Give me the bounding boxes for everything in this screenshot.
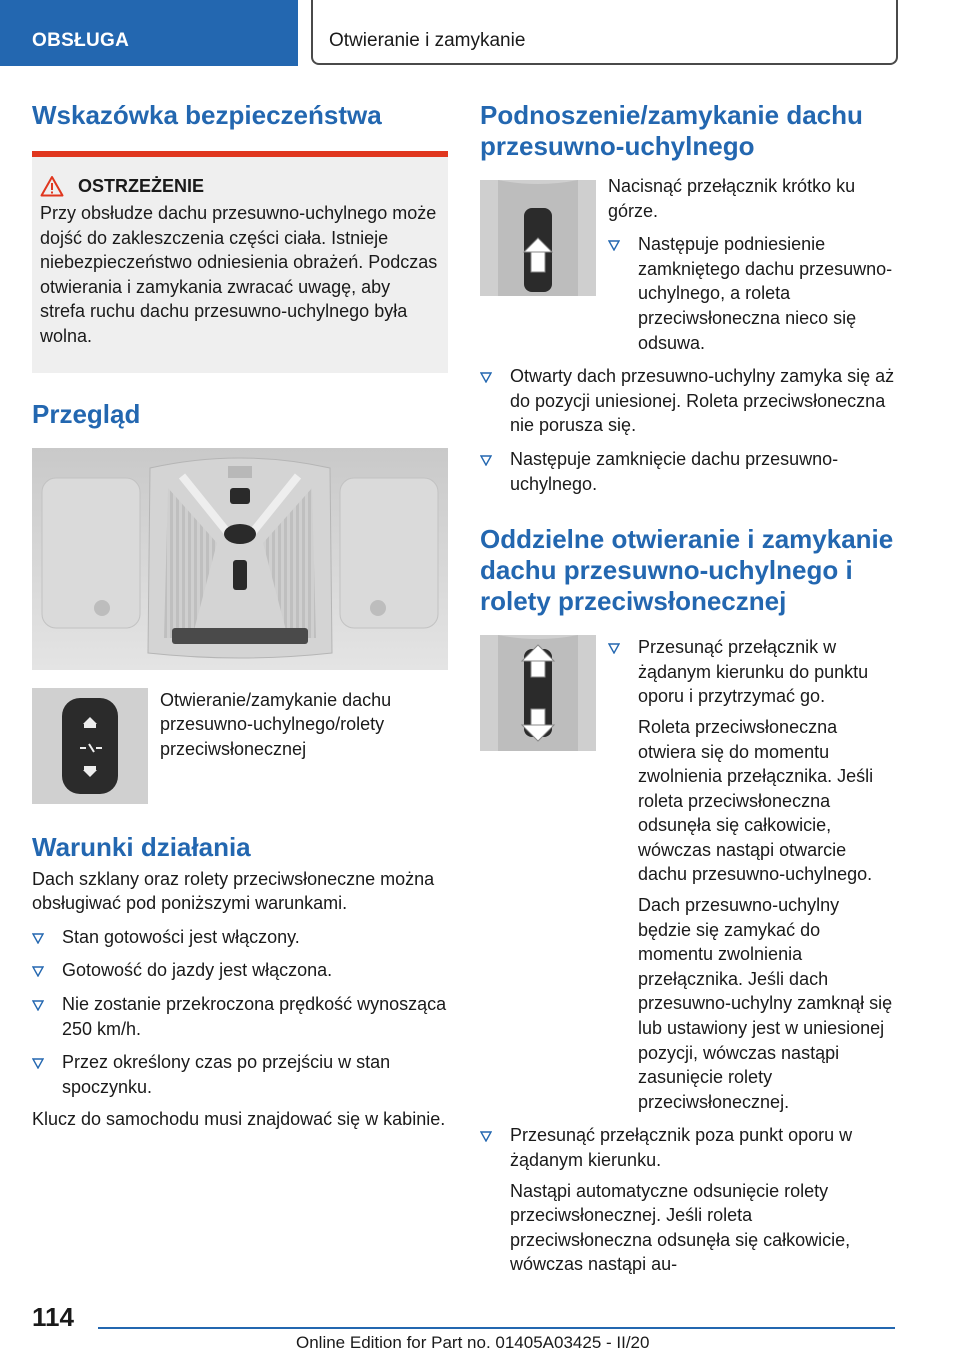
list-item: Przesunąć przełącznik poza punkt oporu w żądanym kierunku. [480, 1123, 895, 1172]
separate-para-3: Nastąpi automatyczne odsunięcie rolety przeciwsłonecznej. Jeśli roleta przeciwsłoneczna odsunęła się całkowicie, wówczas nastąpi au- [510, 1180, 851, 1275]
list-item: Następuje zamknięcie dachu przesuwno-uchylnego. [480, 447, 895, 496]
switch-up-illustration [480, 180, 596, 296]
list-item: Przez określony czas po przejściu w stan spoczynku. [32, 1050, 448, 1099]
safety-heading: Wskazówka bezpieczeństwa [32, 100, 382, 130]
conditions-intro: Dach szklany oraz rolety przeciwsłoneczne można obsługiwać pod poniższymi warunkami. [32, 868, 435, 914]
warning-triangle-icon [40, 175, 64, 197]
page-number: 114 [32, 1302, 74, 1332]
roof-switch-illustration [32, 688, 148, 804]
section-title: OBSŁUGA [32, 30, 130, 51]
switch-updown-illustration [480, 635, 596, 751]
raise-text: Nacisnąć przełącznik krótko ku górze. [608, 176, 856, 221]
separate-list-a [608, 635, 895, 709]
list-item: Stan gotowości jest włączony. [32, 925, 448, 950]
list-item: Gotowość do jazdy jest włączona. [32, 958, 448, 983]
warning-text: Przy obsłudze dachu przesuwno-uchylnego może dojść do zakleszczenia części ciała. Istnieje niebezpieczeństwo odniesienia obrażeń. Podczas otwierania i zamykania zwracać uwagę, aby strefa ruchu dachu przesuwno-uchylnego była wolna. [40, 203, 438, 346]
list-item: Przesunąć przełącznik w żądanym kierunku do punktu oporu i przytrzymać go. [608, 635, 895, 709]
triangle-bullet-icon [480, 454, 492, 466]
conditions-heading: Warunki działania [32, 831, 251, 862]
warning-box [32, 151, 448, 373]
switch-caption: Otwieranie/zamykanie dachu przesuwno-uchylnego/rolety przeciwsłonecznej [160, 689, 392, 759]
raise-sublist [608, 232, 895, 355]
triangle-bullet-icon [32, 965, 44, 977]
separate-para-2: Dach przesuwno-uchylny będzie się zamykać do momentu zwolnienia przełącznika. Jeśli dach przesuwno-uchylny zamknął się lub ustawiony jest w uniesionej pozycji, wówczas nastąpi zasunięcie rolety przeciwsłonecznej. [638, 895, 893, 1112]
edition-text: Online Edition for Part no. 01405A03425 - II/20 [296, 1333, 650, 1352]
list-item: Następuje podniesienie zamkniętego dachu przesuwno-uchylnego, a roleta przeciwsłoneczna nieco się odsuwa. [608, 232, 895, 355]
switch-up-photo [480, 180, 596, 296]
switch-figure [32, 688, 448, 804]
warning-header [40, 175, 440, 197]
triangle-bullet-icon [32, 932, 44, 944]
triangle-bullet-icon [32, 999, 44, 1011]
triangle-bullet-icon [32, 1057, 44, 1069]
separate-para-1: Roleta przeciwsłoneczna otwiera się do momentu zwolnienia przełącznika. Jeśli roleta przeciwsłoneczna odsunęła się całkowicie, wówczas nastąpi otwarcie dachu przesuwno-uchylnego. [638, 716, 874, 885]
triangle-bullet-icon [480, 1130, 492, 1142]
footer-divider [98, 1327, 895, 1329]
separate-figure [480, 635, 895, 1114]
roof-console-illustration [32, 448, 448, 670]
list-item: Otwarty dach przesuwno-uchylny zamyka się aż do pozycji uniesionej. Roleta przeciwsłoneczna nie porusza się. [480, 364, 895, 438]
list-item: Nie zostanie przekroczona prędkość wynosząca 250 km/h. [32, 992, 448, 1041]
triangle-bullet-icon [608, 239, 620, 251]
chapter-title: Otwieranie i zamykanie [329, 30, 526, 51]
raise-list [480, 364, 895, 496]
conditions-list [32, 925, 448, 1100]
switch-photo [32, 688, 148, 804]
raise-heading: Podnoszenie/zamykanie dachu przesuwno-uchylnego [480, 100, 863, 161]
chapter-tab [311, 0, 898, 65]
roof-console-photo [32, 448, 448, 670]
raise-figure [480, 176, 895, 355]
triangle-bullet-icon [608, 642, 620, 654]
section-tab [0, 0, 298, 66]
switch-updown-photo [480, 635, 596, 751]
key-note: Klucz do samochodu musi znajdować się w kabinie. [32, 1109, 446, 1130]
overview-heading: Przegląd [32, 398, 141, 429]
right-column [480, 100, 895, 1277]
warning-title: OSTRZEŻENIE [78, 175, 205, 196]
separate-list-b [480, 1123, 895, 1172]
separate-heading: Oddzielne otwieranie i zamykanie dachu przesuwno-uchylnego i rolety przeciwsłonecznej [480, 524, 894, 617]
left-column [32, 100, 448, 1132]
triangle-bullet-icon [480, 371, 492, 383]
